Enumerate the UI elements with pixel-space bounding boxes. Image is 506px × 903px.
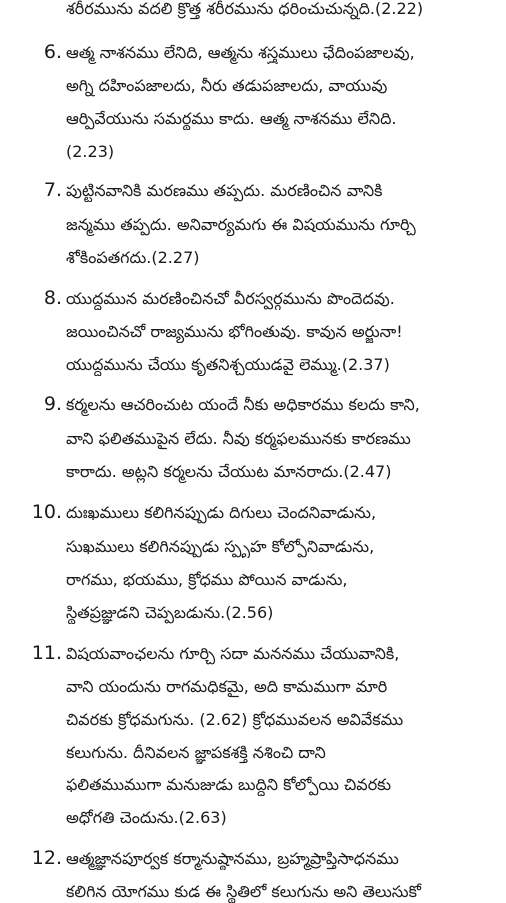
verse-line: రాగము, భయము, క్రోధము పోయిన వాడును, — [66, 570, 348, 589]
verse-line: ఆత్మ నాశనము లేనిది, ఆత్మను శస్త్రములు ఛేదింపజాలవు, — [66, 43, 415, 62]
verse-line: జన్మము తప్పదు. అనివార్యమగు ఈ విషయమును గూర్చి — [66, 215, 416, 234]
verse-number: 9. — [43, 393, 62, 415]
verse-line: అగ్ని దహింపజాలదు, నీరు తడుపజాలదు, వాయువు — [66, 76, 388, 95]
verse-line: కలుగును. దీనివలన జ్ఞాపకశక్తి నశించి దాని — [66, 743, 326, 762]
verse-line: శోకింపతగదు.(2.27) — [66, 248, 200, 267]
verse-line: కర్మలను ఆచరించుట యందే నీకు అధికారము కలదు కాని, — [66, 395, 420, 414]
verse-line: చివరకు క్రోధమగును. (2.62) క్రోధమువలన అవివేకము — [66, 710, 404, 729]
verse-line: వాని ఫలితముపైన లేదు. నీవు కర్మఫలమునకు కారణము — [66, 429, 411, 448]
verse-line: అధోగతి చెందును.(2.63) — [66, 808, 227, 827]
verse-line: శరీరమును వదలి క్రొత్త శరీరమును ధరించుచున్నది.(2.22) — [66, 0, 424, 18]
verse-line: జయించినచో రాజ్యమును భోగింతువు. కావున అర్జునా! — [66, 322, 403, 341]
verse-number: 10. — [31, 501, 62, 523]
verse-line: సుఖములు కలిగినప్పుడు స్పృహ కోల్పోనివాడును, — [66, 537, 375, 556]
verse-line: యుద్ధమున మరణించినచో వీరస్వర్గమును పొందెదవు. — [66, 289, 395, 308]
verse-line: ఆత్మజ్ఞానపూర్వక కర్మానుష్ఠానము, బ్రహ్మప్రాప్తిసాధనము — [66, 849, 399, 868]
verse-line: ఆర్పివేయును సమర్థము కాదు. ఆత్మ నాశనము లేనిది. — [66, 109, 397, 128]
verse-line: ఫలితముముగా మనుజుడు బుద్ధిని కోల్పోయి చివరకు — [66, 775, 392, 794]
verse-number: 12. — [31, 847, 62, 869]
verse-number: 7. — [43, 179, 62, 201]
verse-number: 11. — [31, 642, 62, 664]
verse-line: కలిగిన యోగము కుడ ఈ స్థితిలో కలుగును అని తెలుసుకో — [66, 882, 421, 901]
verse-line: (2.23) — [66, 142, 115, 161]
verse-line: పుట్టినవానికి మరణము తప్పదు. మరణించిన వానికి — [66, 181, 383, 200]
verse-line: దుఃఖములు కలిగినప్పుడు దిగులు చెందనివాడును, — [66, 503, 377, 522]
verse-number: 6. — [43, 41, 62, 63]
verse-line: కారాదు. అట్లని కర్మలను చేయుట మానరాదు.(2.47) — [66, 462, 392, 481]
verse-line: యుద్ధమును చేయు కృతనిశ్చయుడవై లెమ్ము.(2.37) — [66, 355, 390, 374]
verse-line: స్థితప్రజ్ఞుడని చెప్పబడును.(2.56) — [66, 603, 274, 622]
verse-line: విషయవాంఛలను గూర్చి సదా మననము చేయువానికి, — [66, 644, 400, 663]
verse-line: వాని యందును రాగమధికమై, అది కామముగా మారి — [66, 677, 388, 696]
verse-number: 8. — [43, 287, 62, 309]
